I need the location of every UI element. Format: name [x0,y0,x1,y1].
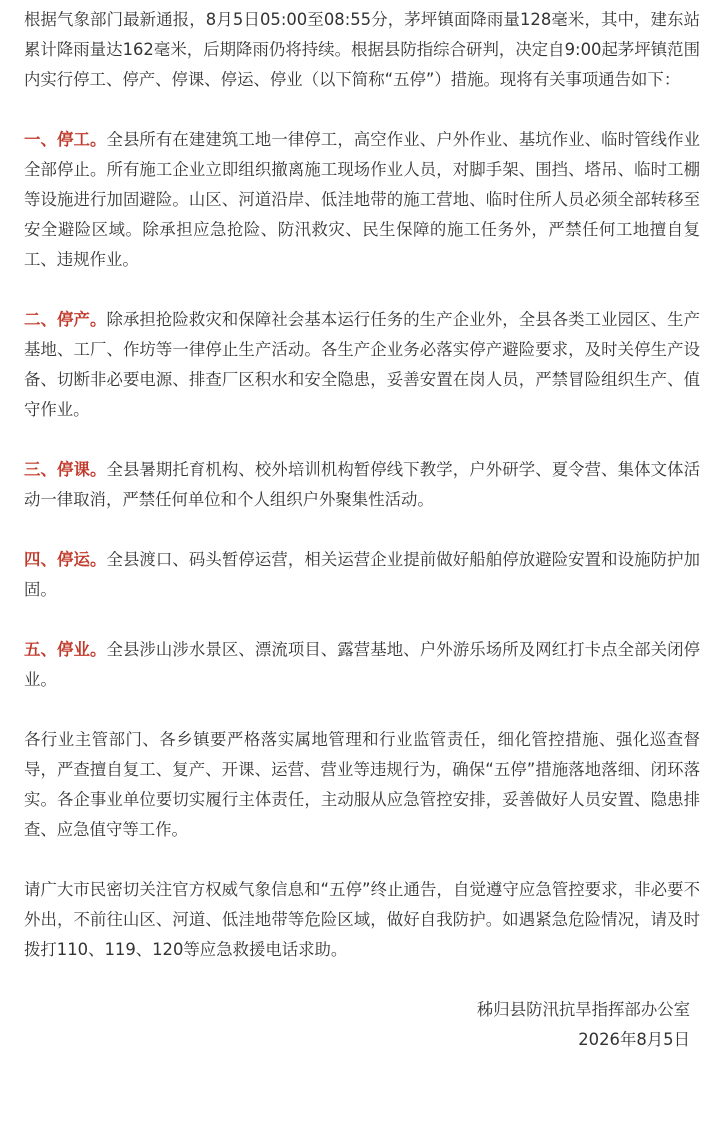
section-stop-transport [24,545,700,605]
section-body: 除承担抢险救灾和保障社会基本运行任务的生产企业外，全县各类工业园区、生产基地、工厂、作坊等一律停止生产活动。各生产企业务必落实停产避险要求，及时关停生产设备、切断非必要电源、排查厂区积水和安全隐患，妥善安置在岗人员，严禁冒险组织生产、值守作业。 [24,310,700,419]
signature-date: 2026年8月5日 [578,1030,690,1049]
section-body: 全县所有在建建筑工地一律停工，高空作业、户外作业、基坑作业、临时管线作业全部停止。所有施工企业立即组织撤离施工现场作业人员，对脚手架、围挡、塔吊、临时工棚等设施进行加固避险。山区、河道沿岸、低洼地带的施工营地、临时住所人员必须全部转移至安全避险区域。除承担应急抢险、防汛救灾、民生保障的施工任务外，严禁任何工地擅自复工、违规作业。 [24,130,700,269]
intro-paragraph: 根据气象部门最新通报，8月5日05:00至08:55分，茅坪镇面降雨量128毫米，其中，建东站累计降雨量达162毫米，后期降雨仍将持续。根据县防指综合研判，决定自9:00起茅坪镇范围内实行停工、停产、停课、停运、停业（以下简称“五停”）措施。现将有关事项通告如下： [24,10,700,89]
section-heading: 二、停产。 [24,310,107,329]
section-heading: 四、停运。 [24,550,107,569]
section-heading: 三、停课。 [24,460,107,479]
signature-org: 秭归县防汛抗旱指挥部办公室 [476,1000,690,1019]
section-stop-classes [24,455,700,515]
closing-paragraph-public-advice: 请广大市民密切关注官方权威气象信息和“五停”终止通告，自觉遵守应急管控要求，非必要不外出，不前往山区、河道、低洼地带等危险区域，做好自我防护。如遇紧急危险情况，请及时拨打110、119、120等应急救援电话求助。 [24,880,700,959]
section-body: 全县渡口、码头暂停运营，相关运营企业提前做好船舶停放避险安置和设施防护加固。 [24,550,700,599]
section-heading: 五、停业。 [24,640,107,659]
section-stop-production [24,305,700,425]
closing-paragraph-responsibility: 各行业主管部门、各乡镇要严格落实属地管理和行业监管责任，细化管控措施、强化巡查督导，严查擅自复工、复产、开课、运营、营业等违规行为，确保“五停”措施落地落细、闭环落实。各企事业单位要切实履行主体责任，主动服从应急管控安排，妥善做好人员安置、隐患排查、应急值守等工作。 [24,730,700,839]
section-body: 全县暑期托育机构、校外培训机构暂停线下教学，户外研学、夏令营、集体文体活动一律取消，严禁任何单位和个人组织户外聚集性活动。 [24,460,700,509]
section-stop-business [24,635,700,695]
section-heading: 一、停工。 [24,130,107,149]
section-stop-work [24,125,700,275]
section-body: 全县涉山涉水景区、漂流项目、露营基地、户外游乐场所及网红打卡点全部关闭停业。 [24,640,700,689]
